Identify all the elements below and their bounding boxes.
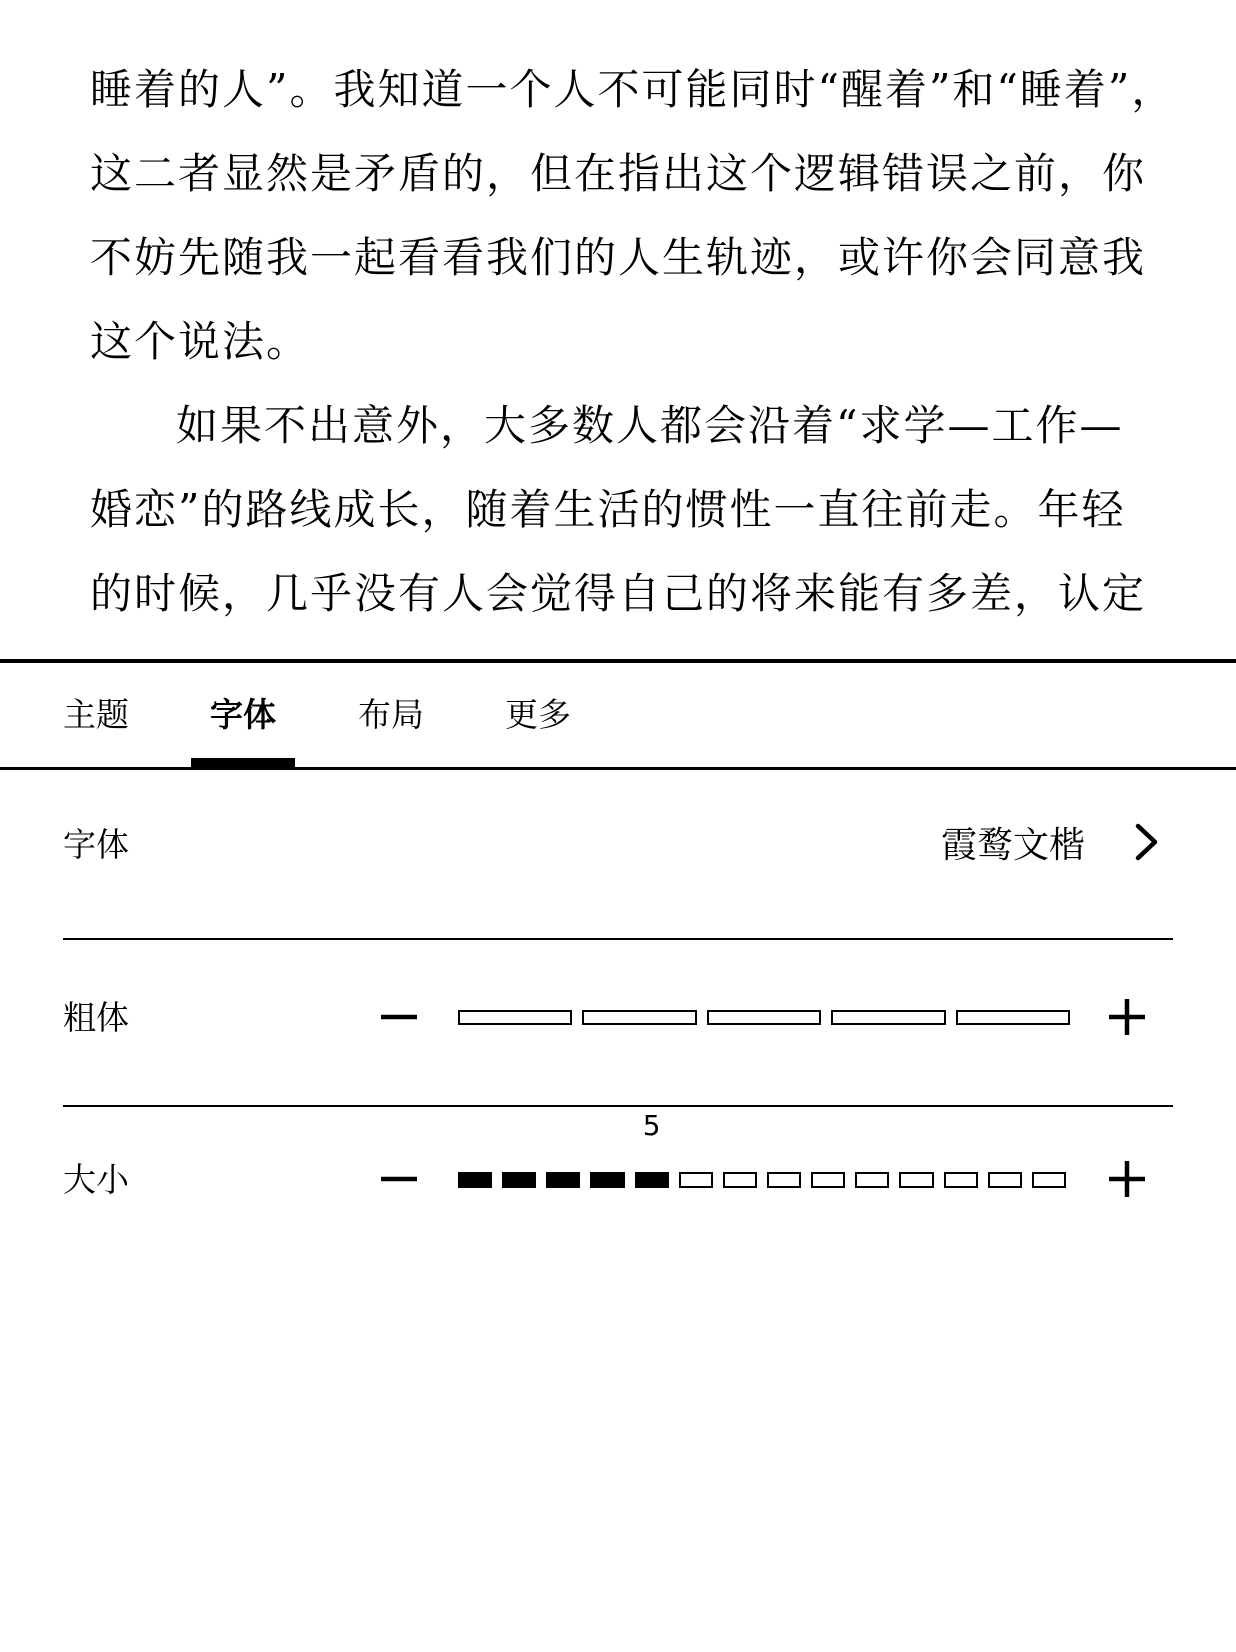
font-family-row[interactable] bbox=[63, 791, 1173, 891]
tab-layout[interactable]: 布局 bbox=[358, 695, 424, 734]
level-segment[interactable] bbox=[502, 1172, 536, 1188]
bold-label: 粗体 bbox=[63, 998, 129, 1037]
level-segment[interactable] bbox=[855, 1172, 889, 1188]
font-family-label: 字体 bbox=[63, 825, 129, 864]
tab-more[interactable]: 更多 bbox=[505, 695, 571, 734]
level-segment[interactable] bbox=[811, 1172, 845, 1188]
level-segment[interactable] bbox=[590, 1172, 624, 1188]
level-segment[interactable] bbox=[635, 1172, 669, 1188]
plus-icon[interactable] bbox=[1104, 1156, 1150, 1202]
level-segment[interactable] bbox=[458, 1172, 492, 1188]
level-segment[interactable] bbox=[944, 1172, 978, 1188]
size-row bbox=[63, 1106, 1173, 1271]
level-segment[interactable] bbox=[831, 1010, 945, 1025]
text-line: 不妨先随我一起看看我们的人生轨迹，或许你会同意我 bbox=[90, 233, 1147, 282]
text-line: 如果不出意外，大多数人都会沿着“求学—工作— bbox=[176, 401, 1124, 450]
plus-icon[interactable] bbox=[1104, 994, 1150, 1040]
tab-font[interactable]: 字体 bbox=[210, 695, 276, 734]
text-line: 这个说法。 bbox=[90, 317, 311, 366]
level-segment[interactable] bbox=[707, 1010, 821, 1025]
text-line: 这二者显然是矛盾的，但在指出这个逻辑错误之前，你 bbox=[90, 149, 1147, 198]
bold-row bbox=[63, 939, 1173, 1104]
level-segment[interactable] bbox=[988, 1172, 1022, 1188]
chevron-right-icon[interactable] bbox=[1127, 823, 1165, 861]
level-segment[interactable] bbox=[1032, 1172, 1066, 1188]
level-segment[interactable] bbox=[458, 1010, 572, 1025]
active-tab-indicator bbox=[191, 758, 295, 770]
text-line: 睡着的人”。我知道一个人不可能同时“醒着”和“睡着”， bbox=[90, 65, 1176, 114]
text-line: 婚恋”的路线成长，随着生活的惯性一直往前走。年轻 bbox=[90, 485, 1126, 534]
level-segment[interactable] bbox=[582, 1010, 696, 1025]
settings-tab-bar bbox=[0, 663, 1236, 770]
size-label: 大小 bbox=[63, 1160, 129, 1199]
size-level-value: 5 bbox=[642, 1109, 661, 1142]
tab-theme[interactable]: 主题 bbox=[63, 695, 129, 734]
text-line: 的时候，几乎没有人会觉得自己的将来能有多差，认定 bbox=[90, 569, 1147, 618]
level-segment[interactable] bbox=[546, 1172, 580, 1188]
reader-page[interactable] bbox=[0, 0, 1236, 660]
font-family-value: 霞鹜文楷 bbox=[940, 825, 1085, 866]
minus-icon[interactable] bbox=[376, 994, 422, 1040]
level-segment[interactable] bbox=[956, 1010, 1070, 1025]
level-segment[interactable] bbox=[723, 1172, 757, 1188]
minus-icon[interactable] bbox=[376, 1156, 422, 1202]
book-text bbox=[90, 48, 1176, 636]
level-segment[interactable] bbox=[899, 1172, 933, 1188]
level-segment[interactable] bbox=[767, 1172, 801, 1188]
reading-settings-panel bbox=[0, 659, 1236, 1652]
level-segment[interactable] bbox=[679, 1172, 713, 1188]
